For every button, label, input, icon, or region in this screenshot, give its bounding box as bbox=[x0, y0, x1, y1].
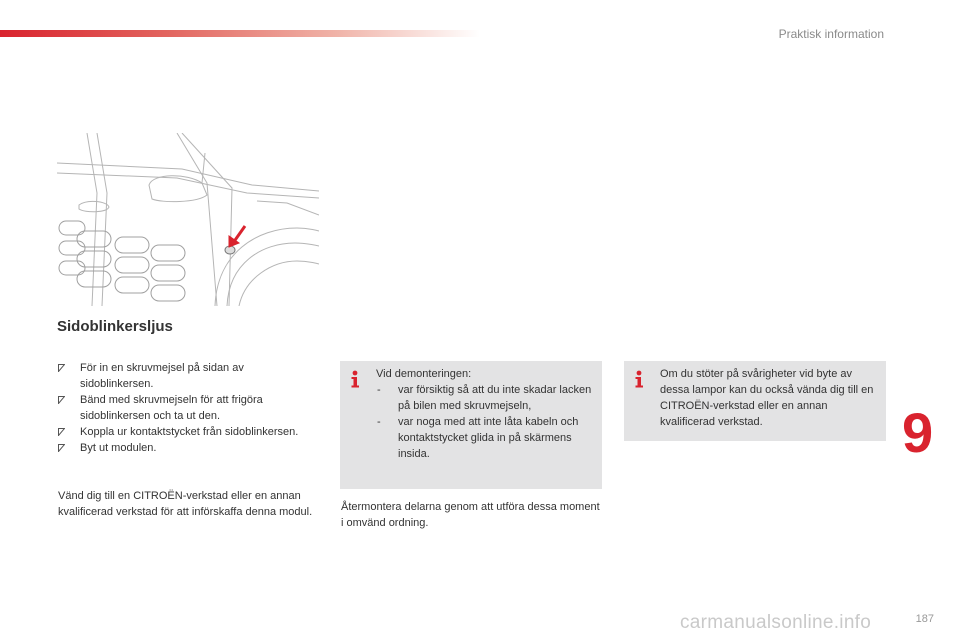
bullet-icon bbox=[58, 428, 65, 436]
info-box-intro: Vid demonteringen: bbox=[376, 368, 472, 380]
info-box-item: - var noga med att inte låta kabeln och kontaktstycket glida in på skärmens insida. bbox=[376, 414, 592, 462]
info-icon bbox=[348, 370, 362, 388]
step-text: Koppla ur kontaktstycket från sidoblinkersen. bbox=[80, 426, 299, 438]
step-item bbox=[58, 440, 313, 456]
reassemble-text: Återmontera delarna genom att utföra dessa moment i omvänd ordning. bbox=[341, 501, 600, 529]
header-accent-bar bbox=[0, 30, 480, 37]
bullet-icon bbox=[58, 364, 65, 372]
parts-note: Vänd dig till en CITROËN-verkstad eller en annan kvalificerad verkstad för att införskaffa denna modul. bbox=[58, 490, 313, 518]
step-text: Byt ut modulen. bbox=[80, 442, 157, 454]
instruction-steps bbox=[58, 360, 313, 456]
info-box-item: - var försiktig så att du inte skadar lacken på bilen med skruvmejseln, bbox=[376, 382, 592, 414]
info-box-list bbox=[376, 382, 592, 462]
side-indicator-illustration bbox=[57, 133, 319, 306]
step-item bbox=[58, 392, 313, 424]
bullet-icon bbox=[58, 444, 65, 452]
watermark-text: carmanualsonline.info bbox=[680, 612, 872, 633]
step-item bbox=[58, 360, 313, 392]
step-text: Bänd med skruvmejseln för att frigöra sidoblinkersen och ta ut den. bbox=[80, 394, 263, 422]
bullet-icon bbox=[58, 396, 65, 404]
step-text: För in en skruvmejsel på sidan av sidoblinkersen. bbox=[80, 362, 244, 390]
section-title: Sidoblinkersljus bbox=[57, 318, 173, 335]
info-box-removal bbox=[340, 361, 602, 489]
chapter-number: 9 bbox=[902, 401, 934, 464]
step-item bbox=[58, 424, 313, 440]
info-icon bbox=[632, 370, 646, 388]
info-box-difficulties bbox=[624, 361, 886, 441]
info-box-text: Om du stöter på svårigheter vid byte av dessa lampor kan du också vända dig till en CITROËN-verkstad eller en annan kvalificerad verkstad. bbox=[660, 368, 874, 428]
page-number: 187 bbox=[915, 613, 934, 625]
page-header-title: Praktisk information bbox=[778, 27, 884, 41]
